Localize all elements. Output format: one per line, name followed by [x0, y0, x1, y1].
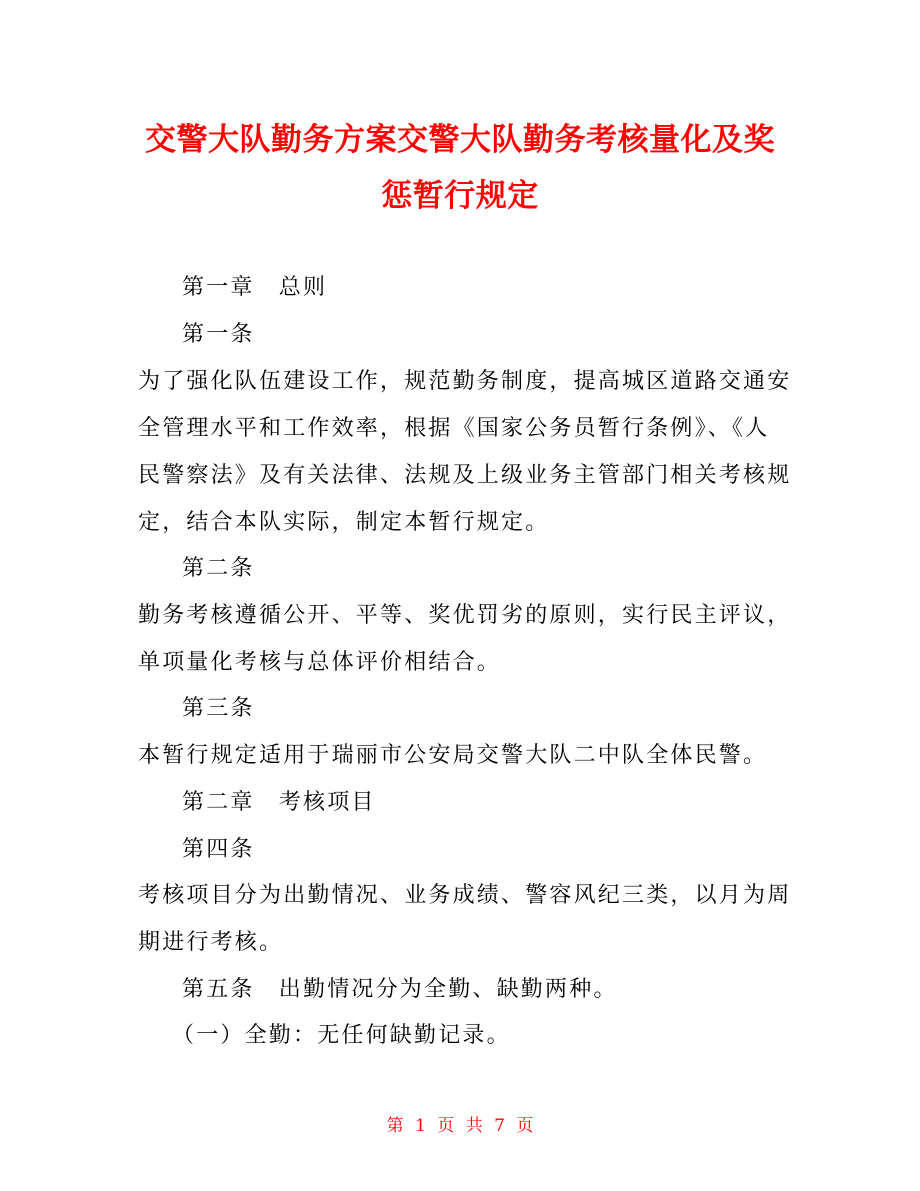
paragraph-line: 考核项目分为出勤情况、业务成绩、警容风纪三类，以月为周: [138, 883, 792, 908]
paragraph-line: 期进行考核。: [138, 930, 284, 955]
paragraph-line: 全管理水平和工作效率，根据《国家公务员暂行条例》、《人: [138, 416, 770, 441]
title-line-2: 惩暂行规定: [381, 178, 539, 214]
article-heading-4: 第四条: [182, 837, 255, 862]
article-heading-5: 第五条 出勤情况分为全勤、缺勤两种。: [182, 977, 618, 1002]
list-item-1: （一）全勤：无任何缺勤记录。: [172, 1023, 511, 1048]
document-title: [138, 112, 782, 224]
paragraph-line: 为了强化队伍建设工作，规范勤务制度，提高城区道路交通安: [138, 369, 792, 394]
paragraph-line: 勤务考核遵循公开、平等、奖优罚劣的原则，实行民主评议，: [138, 603, 792, 628]
title-line-1: 交警大队勤务方案交警大队勤务考核量化及奖: [145, 122, 775, 158]
paragraph-line: 本暂行规定适用于瑞丽市公安局交警大队二中队全体民警。: [138, 743, 768, 768]
paragraph-line: 定，结合本队实际，制定本暂行规定。: [138, 510, 550, 535]
article-heading-2: 第二条: [182, 556, 255, 581]
paragraph-line: 单项量化考核与总体评价相结合。: [138, 650, 502, 675]
page-footer: 第 1 页 共 7 页: [386, 1116, 534, 1136]
paragraph-line: 民警察法》及有关法律、法规及上级业务主管部门相关考核规: [138, 463, 792, 488]
chapter-heading-1: 第一章 总则: [182, 275, 328, 300]
chapter-heading-2: 第二章 考核项目: [182, 790, 376, 815]
article-heading-1: 第一条: [182, 322, 255, 347]
article-heading-3: 第三条: [182, 696, 255, 721]
